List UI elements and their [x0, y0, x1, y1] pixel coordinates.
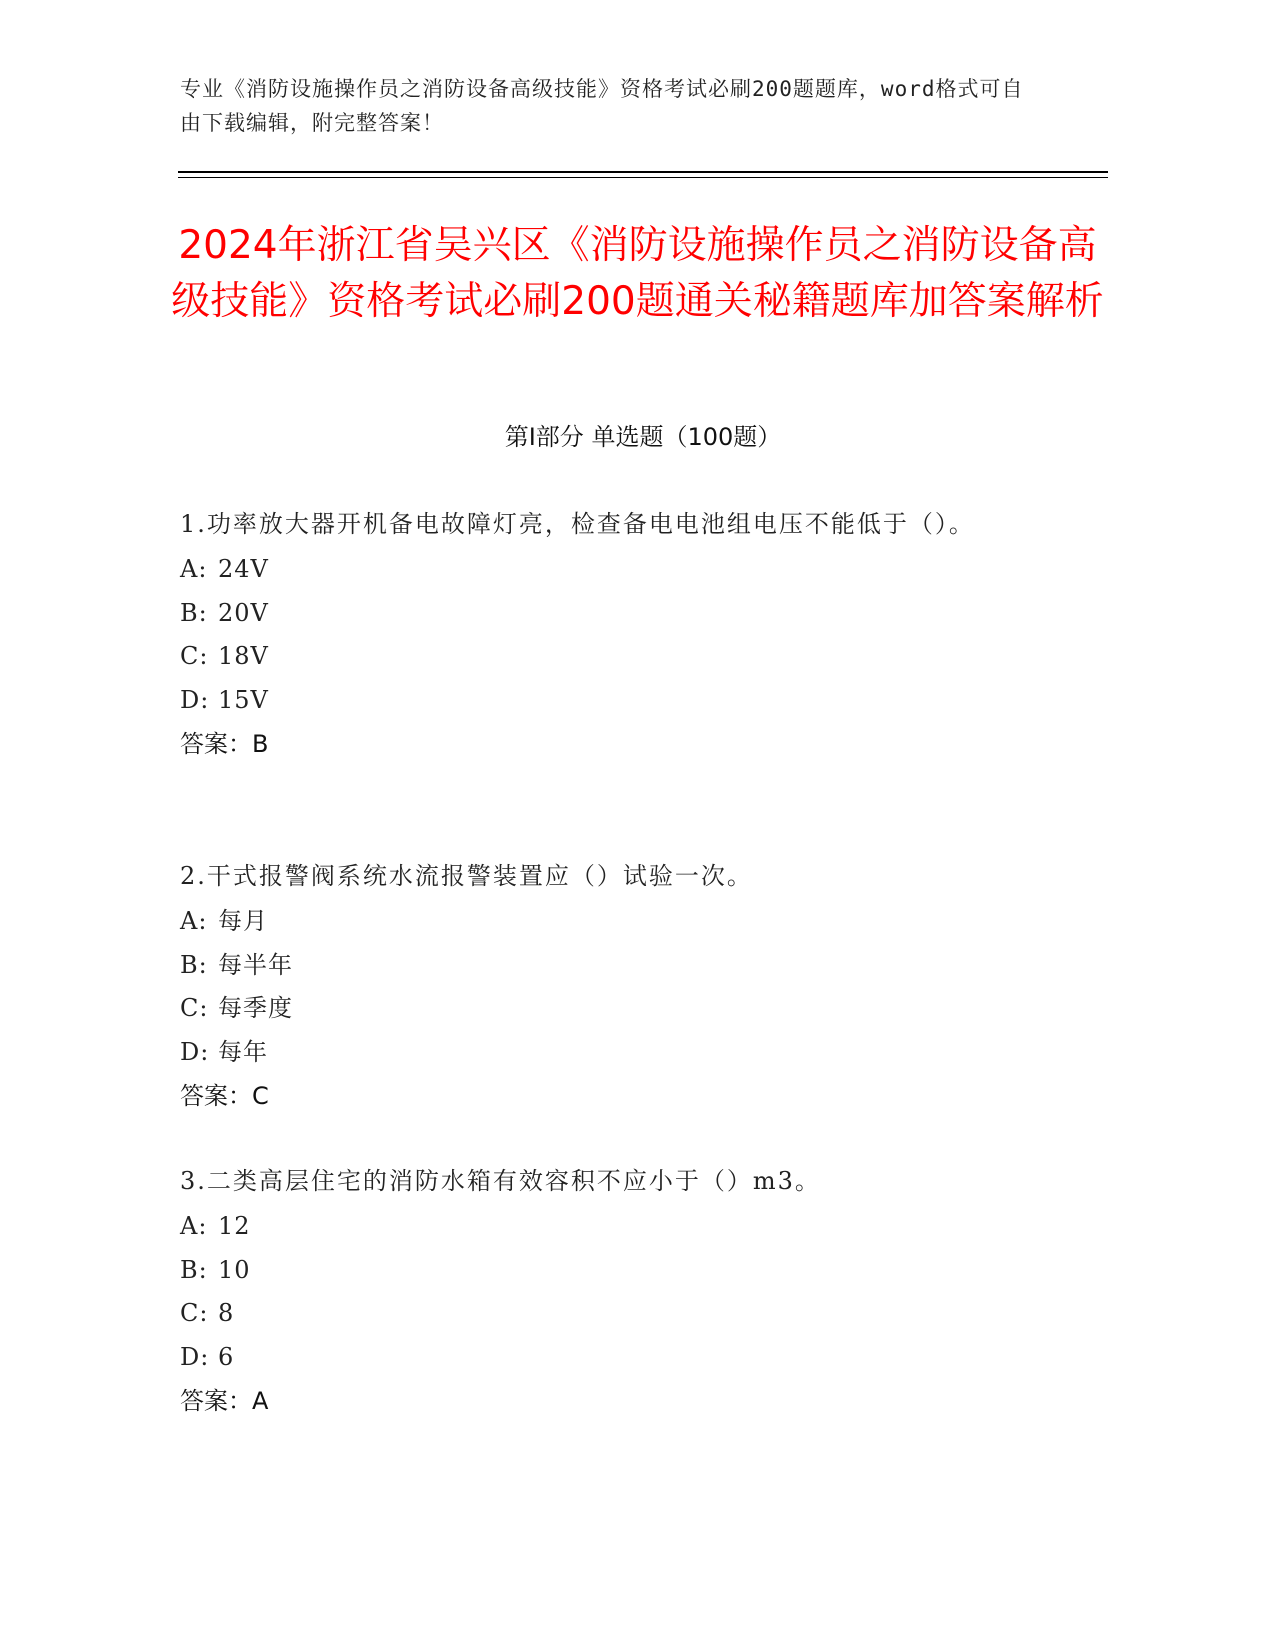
- option-key: A:: [180, 555, 208, 583]
- option-value: 每年: [218, 1037, 268, 1066]
- option-a: [180, 1205, 1060, 1249]
- answer: 答案：C: [180, 1082, 269, 1111]
- document-title: 2024年浙江省吴兴区《消防设施操作员之消防设备高级技能》资格考试必刷200题通关秘籍题库加答案解析: [171, 223, 1104, 324]
- option-b: [180, 1249, 1060, 1293]
- option-value: 15V: [218, 685, 269, 714]
- question-3: [180, 1157, 1060, 1423]
- option-a: [180, 900, 1060, 944]
- option-key: D:: [180, 685, 210, 714]
- question-text: 3.二类高层住宅的消防水箱有效容积不应小于（）m3。: [180, 1167, 821, 1195]
- option-value: 24V: [218, 555, 269, 583]
- option-key: B:: [180, 1255, 208, 1284]
- question-2: [180, 852, 1060, 1118]
- option-value: 每月: [218, 907, 268, 935]
- header-divider-thin: [178, 177, 1108, 178]
- option-key: C:: [180, 994, 209, 1023]
- header-divider-thick: [178, 171, 1108, 173]
- option-d: [180, 1336, 1060, 1380]
- option-value: 每季度: [218, 994, 293, 1023]
- option-a: [180, 548, 1060, 592]
- option-b: [180, 592, 1060, 636]
- option-key: A:: [180, 907, 208, 935]
- question-text: 2.干式报警阀系统水流报警装置应（）试验一次。: [180, 862, 753, 890]
- option-value: 6: [218, 1342, 235, 1371]
- question-1: [180, 500, 1060, 766]
- section-heading: 第Ⅰ部分 单选题（100题）: [504, 423, 782, 451]
- option-key: B:: [180, 598, 208, 627]
- option-c: [180, 635, 1060, 679]
- answer: 答案：A: [180, 1387, 269, 1416]
- option-d: [180, 1031, 1060, 1075]
- option-d: [180, 679, 1060, 723]
- option-key: B:: [180, 950, 208, 979]
- option-value: 12: [218, 1212, 251, 1240]
- option-value: 18V: [218, 642, 269, 671]
- question-text: 1.功率放大器开机备电故障灯亮，检查备电电池组电压不能低于（）。: [180, 510, 975, 538]
- option-value: 8: [218, 1299, 235, 1328]
- option-value: 20V: [218, 598, 269, 627]
- option-value: 10: [218, 1255, 251, 1284]
- option-b: [180, 944, 1060, 988]
- option-key: C:: [180, 642, 209, 671]
- option-c: [180, 987, 1060, 1031]
- header-note: 专业《消防设施操作员之消防设备高级技能》资格考试必刷200题题库，word格式可自由下载编辑，附完整答案！: [180, 77, 1024, 135]
- answer: 答案：B: [180, 730, 269, 759]
- option-key: D:: [180, 1342, 210, 1371]
- option-c: [180, 1292, 1060, 1336]
- option-key: D:: [180, 1037, 210, 1066]
- option-key: C:: [180, 1299, 209, 1328]
- option-value: 每半年: [218, 950, 293, 979]
- option-key: A:: [180, 1212, 208, 1240]
